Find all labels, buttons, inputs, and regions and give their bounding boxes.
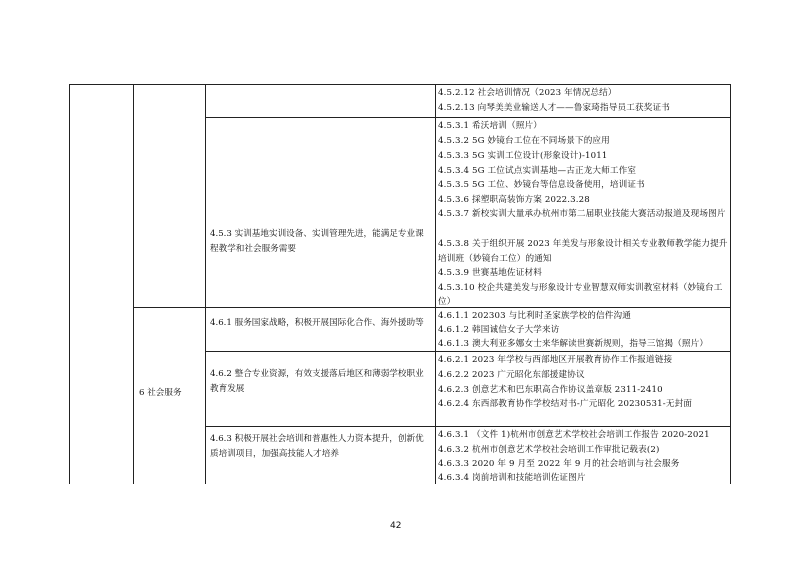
list-item: 4.6.3.3 2020 年 9 月至 2022 年 9 月的社会培训与社会服务 xyxy=(438,459,680,469)
list-item: 4.5.3.8 关于组织开展 2023 年美发与形象设计相关专业教师教学能力提升培训班（妙镜台工位）的通知 xyxy=(438,239,728,264)
col-divider-2 xyxy=(205,84,206,484)
list-item: 4.5.3.5 5G 工位、妙镜台等信息设备使用，培训证书 xyxy=(438,180,645,190)
list-item: 4.6.3.1 （文件 1)杭州市创意艺术学校社会培训工作报告 2020-2021 xyxy=(438,430,710,440)
list-item: 4.5.3.6 採塑职高装饰方案 2022.3.28 xyxy=(438,195,590,205)
list-item: 4.6.1.3 澳大利亚多娜女士来华解读世赛新规则，指导三馆揭（照片） xyxy=(438,339,709,349)
row-line-4 xyxy=(205,426,731,427)
list-item: 4.5.3.2 5G 妙镜台工位在不同场景下的应用 xyxy=(438,136,610,146)
requirement-4-6-3: 4.6.3 积极开展社会培训和普惠性人力资本提升，创新优质培训项目，加强高技能人才培养 xyxy=(210,434,424,459)
row-line-3 xyxy=(205,351,731,352)
table-border-right xyxy=(730,84,731,484)
category-label: 6 社会服务 xyxy=(139,388,182,398)
list-item: 4.6.2.1 2023 年学校与西部地区开展教育协作工作报道链接 xyxy=(438,355,673,365)
requirement-4-6-1: 4.6.1 服务国家战略，积极开展国际化合作、海外援助等 xyxy=(210,318,424,328)
list-item: 4.6.1.2 韩国诚信女子大学来访 xyxy=(438,325,560,335)
list-item: 4.5.3.7 新校实训大量承办杭州市第二届职业技能大赛活动报道及现场图片 xyxy=(438,209,726,219)
list-item: 4.6.2.2 2023 广元昭化东部援建协议 xyxy=(438,370,585,380)
list-item: 4.6.3.4 岗前培训和技能培训佐证图片 xyxy=(438,473,586,483)
list-item: 4.5.3.1 希沃培训（照片） xyxy=(438,121,542,131)
col-divider-1 xyxy=(133,84,134,484)
page-number: 42 xyxy=(390,521,402,531)
requirement-4-5-3: 4.5.3 实训基地实训设备、实训管理先进，能满足专业课程教学和社会服务需要 xyxy=(210,229,424,254)
list-item: 4.5.3.3 5G 实训工位设计(形象设计)-1011 xyxy=(438,151,608,161)
row-line-1 xyxy=(205,117,731,118)
row-line-top xyxy=(69,84,731,85)
list-item: 4.6.2.3 创意艺术和巴东职高合作协议盖章版 2311-2410 xyxy=(438,385,663,395)
list-item: 4.6.2.4 东西部教育协作学校结对书-广元昭化 20230531-无封面 xyxy=(438,399,693,409)
table-border-left xyxy=(69,84,70,484)
list-item: 4.6.1.1 202303 与比利时圣家族学校的信件沟通 xyxy=(438,311,631,321)
list-item: 4.5.2.13 向琴美美业输送人才——鲁家琦指导员工获奖证书 xyxy=(438,103,670,113)
col-divider-3 xyxy=(435,84,436,484)
list-item: 4.5.3.10 校企共建美发与形象设计专业智慧双师实训教室材料（妙镜台工位） xyxy=(438,283,723,307)
list-item: 4.6.3.2 杭州市创意艺术学校社会培训工作审批记载表(2) xyxy=(438,445,660,455)
requirement-4-6-2: 4.6.2 整合专业资源，有效支援落后地区和薄弱学校职业教育发展 xyxy=(210,369,424,394)
list-item: 4.5.3.9 世赛基地佐证材料 xyxy=(438,268,542,278)
list-item: 4.5.2.12 社会培训情况（2023 年情况总结） xyxy=(438,88,617,98)
list-item: 4.5.3.4 5G 工位试点实训基地—古正龙大师工作室 xyxy=(438,166,637,176)
